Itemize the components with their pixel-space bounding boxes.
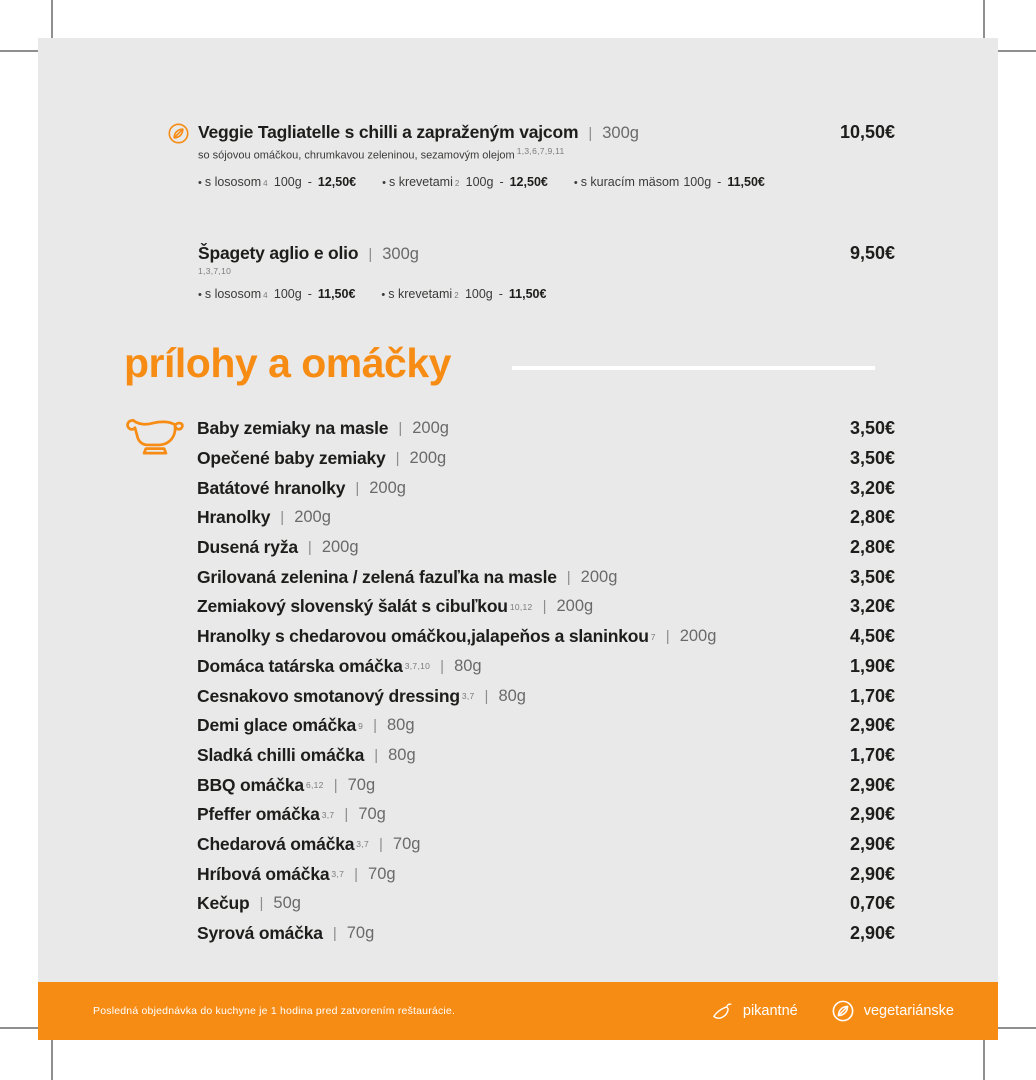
allergen-numbers: 7: [650, 631, 656, 642]
list-item: BBQ omáčka 6,12 | 70g 2,90€: [197, 774, 895, 795]
dish-description: so sójovou omáčkou, chrumkavou zeleninou, sezamovým olejom $^{1,3,6,7,9,11}$: [198, 146, 565, 162]
list-item: Kečup | 50g 0,70€: [197, 893, 895, 914]
crop-mark: [994, 50, 1036, 52]
allergen-numbers: 1,3,6,7,9,11: [516, 146, 565, 156]
list-item: Domáca tatárska omáčka 3,7,10 | 80g 1,90€: [197, 655, 895, 676]
legend: [711, 1000, 954, 1022]
list-item: Baby zemiaky na masle | 200g 3,50€: [197, 418, 895, 439]
bullet: •: [381, 289, 386, 301]
allergen-numbers: 3,7: [461, 691, 475, 702]
crop-mark: [51, 0, 53, 42]
allergen-numbers: 1,3,7,10: [198, 266, 232, 276]
dish-price: 10,50€: [839, 122, 895, 142]
chili-icon: [711, 1000, 733, 1022]
bullet: •: [198, 176, 202, 189]
list-item: Opečené baby zemiaky | 200g 3,50€: [197, 448, 895, 469]
dish-variants: [198, 175, 895, 189]
name-weight-separator: |: [368, 246, 373, 263]
allergen-numbers: 9: [358, 720, 364, 731]
crop-mark: [994, 1027, 1036, 1029]
dish-price: 9,50€: [849, 243, 895, 263]
bullet: •: [573, 176, 578, 189]
legend-vegetarian: [832, 1000, 954, 1022]
item-list: [197, 414, 895, 948]
dish-weight: 300g: [382, 245, 419, 263]
variant: • s lososom 4 100g - 11,50€: [198, 287, 356, 301]
section-title: prílohy a omáčky: [124, 340, 451, 386]
list-item: Hríbová omáčka 3,7 | 70g 2,90€: [197, 863, 895, 884]
allergen-numbers: 3,7: [331, 869, 345, 880]
allergen-numbers: 4: [263, 291, 268, 300]
list-item: Grilovaná zelenina / zelená fazuľka na masle | 200g 3,50€: [197, 566, 895, 587]
allergen-numbers: 4: [263, 178, 268, 188]
variant: • s krevetami 2 100g - 12,50€: [382, 174, 548, 189]
section-heading: [124, 341, 451, 386]
dish-variants: [198, 287, 895, 301]
footer-bar: [38, 982, 998, 1040]
bullet: •: [198, 289, 202, 301]
dish-spagety-aglio: [198, 243, 895, 301]
list-item: Sladká chilli omáčka | 80g 1,70€: [197, 744, 895, 765]
leaf-icon: [832, 1000, 854, 1022]
allergen-numbers: 10,12: [509, 601, 533, 612]
crop-mark: [0, 50, 38, 52]
allergen-numbers: 6,12: [305, 780, 324, 791]
footer-note: Posledná objednávka do kuchyne je 1 hodina pred zatvorením reštaurácie.: [93, 1005, 456, 1017]
allergen-numbers: 3,7: [356, 839, 370, 850]
allergen-numbers: 3,7: [321, 809, 335, 820]
list-item: Syrová omáčka | 70g 2,90€: [197, 923, 895, 944]
variant-price: 11,50€: [508, 287, 547, 301]
list-item: Hranolky | 200g 2,80€: [197, 507, 895, 528]
variant-price: 11,50€: [727, 174, 765, 189]
allergen-numbers: 2: [454, 291, 459, 300]
list-item: Chedarová omáčka 3,7 | 70g 2,90€: [197, 833, 895, 854]
crop-mark: [983, 0, 985, 42]
allergen-numbers: 3,7,10: [404, 661, 431, 672]
variant-price: 12,50€: [317, 174, 357, 189]
menu-page: [38, 38, 998, 1040]
crop-mark: [0, 1027, 38, 1029]
dish-weight: 300g: [602, 124, 639, 142]
list-item: Dusená ryža | 200g 2,80€: [197, 537, 895, 558]
list-item: Batátové hranolky | 200g 3,20€: [197, 477, 895, 498]
allergen-numbers: 2: [454, 178, 460, 188]
list-item: Pfeffer omáčka 3,7 | 70g 2,90€: [197, 804, 895, 825]
crop-mark: [983, 1038, 985, 1080]
list-item: Cesnakovo smotanový dressing 3,7 | 80g 1,70€: [197, 685, 895, 706]
heading-underline: [512, 366, 875, 370]
variant-price: 12,50€: [509, 174, 548, 189]
dish-veggie-tagliatelle: [168, 122, 895, 189]
name-weight-separator: |: [588, 125, 593, 142]
gravy-boat-icon: [124, 412, 186, 456]
vegetarian-icon: [168, 123, 198, 144]
variant: • s lososom 4 100g - 12,50€: [198, 174, 357, 189]
variant: • s krevetami 2 100g - 11,50€: [381, 287, 547, 301]
list-item: Hranolky s chedarovou omáčkou,jalapeňos a slaninkou 7 | 200g 4,50€: [197, 626, 895, 647]
dish-name: Špagety aglio e olio: [198, 243, 359, 263]
legend-label: pikantné: [742, 1003, 798, 1019]
variant-price: 11,50€: [317, 287, 356, 301]
crop-mark: [51, 1040, 53, 1080]
list-item: Demi glace omáčka 9 | 80g 2,90€: [197, 715, 895, 736]
list-item: Zemiakový slovenský šalát s cibuľkou 10,12 | 200g 3,20€: [197, 596, 895, 617]
legend-spicy: [711, 1000, 798, 1022]
bullet: •: [382, 176, 386, 189]
variant: • s kuracím mäsom 100g - 11,50€: [573, 174, 765, 189]
legend-label: vegetariánske: [863, 1003, 954, 1019]
dish-name: Veggie Tagliatelle s chilli a zapraženým vajcom: [198, 122, 579, 142]
